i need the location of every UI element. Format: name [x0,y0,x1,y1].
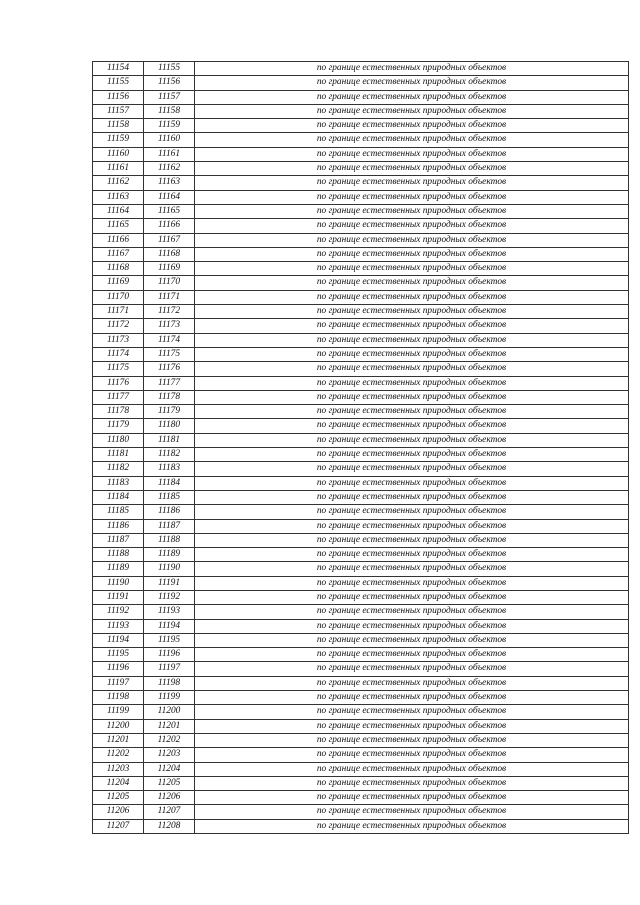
boundary-description-cell: по границе естественных природных объектов [195,133,629,147]
point-to-cell: 11155 [144,62,195,76]
point-from-cell: 11161 [93,162,144,176]
table-row [93,733,629,747]
point-to-cell: 11195 [144,633,195,647]
boundary-description-cell: по границе естественных природных объектов [195,347,629,361]
point-to-cell: 11184 [144,476,195,490]
table-row [93,347,629,361]
boundary-description-cell: по границе естественных природных объектов [195,262,629,276]
point-from-cell: 11187 [93,533,144,547]
table-row [93,233,629,247]
boundary-description-cell: по границе естественных природных объектов [195,247,629,261]
point-to-cell: 11180 [144,419,195,433]
point-to-cell: 11166 [144,219,195,233]
table-row [93,305,629,319]
table-row [93,362,629,376]
table-row [93,719,629,733]
boundary-description-cell: по границе естественных природных объектов [195,276,629,290]
point-to-cell: 11177 [144,376,195,390]
table-row [93,519,629,533]
boundary-description-cell: по границе естественных природных объектов [195,376,629,390]
point-to-cell: 11208 [144,819,195,833]
boundary-description-cell: по границе естественных природных объектов [195,362,629,376]
table-row [93,633,629,647]
point-from-cell: 11188 [93,548,144,562]
boundary-description-cell: по границе естественных природных объектов [195,476,629,490]
boundary-description-cell: по границе естественных природных объектов [195,219,629,233]
point-to-cell: 11162 [144,162,195,176]
point-from-cell: 11172 [93,319,144,333]
boundary-description-cell: по границе естественных природных объектов [195,104,629,118]
point-from-cell: 11205 [93,791,144,805]
boundary-description-cell: по границе естественных природных объектов [195,662,629,676]
boundary-description-cell: по границе естественных природных объектов [195,162,629,176]
point-from-cell: 11174 [93,347,144,361]
point-from-cell: 11196 [93,662,144,676]
point-from-cell: 11157 [93,104,144,118]
point-from-cell: 11194 [93,633,144,647]
point-from-cell: 11200 [93,719,144,733]
table-row [93,90,629,104]
table-row [93,819,629,833]
point-from-cell: 11170 [93,290,144,304]
boundary-description-cell: по границе естественных природных объектов [195,119,629,133]
point-to-cell: 11167 [144,233,195,247]
point-to-cell: 11182 [144,448,195,462]
boundary-description-cell: по границе естественных природных объектов [195,333,629,347]
point-from-cell: 11195 [93,648,144,662]
point-to-cell: 11171 [144,290,195,304]
point-to-cell: 11181 [144,433,195,447]
point-from-cell: 11171 [93,305,144,319]
point-from-cell: 11164 [93,204,144,218]
point-to-cell: 11163 [144,176,195,190]
table-row [93,676,629,690]
point-to-cell: 11160 [144,133,195,147]
boundary-description-cell: по границе естественных природных объектов [195,76,629,90]
point-from-cell: 11206 [93,805,144,819]
point-to-cell: 11156 [144,76,195,90]
point-from-cell: 11154 [93,62,144,76]
table-row [93,76,629,90]
table-row [93,133,629,147]
point-from-cell: 11175 [93,362,144,376]
table-row [93,576,629,590]
table-row [93,590,629,604]
boundary-description-cell: по границе естественных природных объектов [195,748,629,762]
point-to-cell: 11178 [144,390,195,404]
table-row [93,319,629,333]
point-from-cell: 11189 [93,562,144,576]
boundary-description-cell: по границе естественных природных объектов [195,204,629,218]
table-row [93,119,629,133]
boundary-description-cell: по границе естественных природных объектов [195,305,629,319]
point-from-cell: 11182 [93,462,144,476]
point-to-cell: 11186 [144,505,195,519]
point-to-cell: 11194 [144,619,195,633]
table-row [93,762,629,776]
point-to-cell: 11161 [144,147,195,161]
table-row [93,176,629,190]
point-from-cell: 11179 [93,419,144,433]
boundary-description-cell: по границе естественных природных объектов [195,448,629,462]
point-to-cell: 11206 [144,791,195,805]
point-to-cell: 11202 [144,733,195,747]
point-to-cell: 11183 [144,462,195,476]
table-row [93,791,629,805]
point-to-cell: 11158 [144,104,195,118]
boundary-description-cell: по границе естественных природных объектов [195,705,629,719]
point-to-cell: 11190 [144,562,195,576]
point-to-cell: 11201 [144,719,195,733]
point-to-cell: 11164 [144,190,195,204]
point-to-cell: 11187 [144,519,195,533]
point-from-cell: 11158 [93,119,144,133]
boundary-description-cell: по границе естественных природных объектов [195,719,629,733]
point-to-cell: 11199 [144,691,195,705]
boundary-description-cell: по границе естественных природных объектов [195,691,629,705]
boundary-description-cell: по границе естественных природных объектов [195,605,629,619]
point-to-cell: 11200 [144,705,195,719]
table-row [93,62,629,76]
point-to-cell: 11198 [144,676,195,690]
point-to-cell: 11192 [144,590,195,604]
boundary-description-cell: по границе естественных природных объектов [195,633,629,647]
table-row [93,691,629,705]
boundary-description-cell: по границе естественных природных объектов [195,576,629,590]
boundary-description-cell: по границе естественных природных объектов [195,762,629,776]
table-row [93,533,629,547]
table-row [93,648,629,662]
point-from-cell: 11155 [93,76,144,90]
boundary-table-body [93,62,629,834]
boundary-description-cell: по границе естественных природных объектов [195,462,629,476]
point-to-cell: 11191 [144,576,195,590]
boundary-description-cell: по границе естественных природных объектов [195,62,629,76]
point-from-cell: 11203 [93,762,144,776]
point-from-cell: 11204 [93,776,144,790]
boundary-description-cell: по границе естественных природных объектов [195,776,629,790]
table-row [93,104,629,118]
table-row [93,276,629,290]
point-to-cell: 11207 [144,805,195,819]
point-to-cell: 11159 [144,119,195,133]
boundary-description-cell: по границе естественных природных объектов [195,805,629,819]
boundary-description-cell: по границе естественных природных объектов [195,791,629,805]
table-row [93,262,629,276]
boundary-description-cell: по границе естественных природных объектов [195,505,629,519]
boundary-description-cell: по границе естественных природных объектов [195,290,629,304]
boundary-description-cell: по границе естественных природных объектов [195,490,629,504]
point-to-cell: 11170 [144,276,195,290]
boundary-description-cell: по границе естественных природных объектов [195,405,629,419]
boundary-description-cell: по границе естественных природных объектов [195,619,629,633]
point-from-cell: 11167 [93,247,144,261]
point-from-cell: 11160 [93,147,144,161]
table-row [93,505,629,519]
point-to-cell: 11165 [144,204,195,218]
point-from-cell: 11190 [93,576,144,590]
boundary-description-cell: по границе естественных природных объектов [195,419,629,433]
boundary-description-cell: по границе естественных природных объектов [195,590,629,604]
table-row [93,290,629,304]
point-to-cell: 11173 [144,319,195,333]
table-row [93,405,629,419]
point-from-cell: 11163 [93,190,144,204]
point-from-cell: 11177 [93,390,144,404]
point-to-cell: 11203 [144,748,195,762]
point-to-cell: 11175 [144,347,195,361]
point-from-cell: 11176 [93,376,144,390]
point-from-cell: 11201 [93,733,144,747]
boundary-description-cell: по границе естественных природных объектов [195,548,629,562]
boundary-description-cell: по границе естественных природных объектов [195,319,629,333]
point-from-cell: 11166 [93,233,144,247]
table-row [93,376,629,390]
boundary-description-cell: по границе естественных природных объектов [195,176,629,190]
table-row [93,562,629,576]
boundary-description-cell: по границе естественных природных объектов [195,90,629,104]
table-row [93,805,629,819]
table-row [93,390,629,404]
boundary-description-cell: по границе естественных природных объектов [195,147,629,161]
table-row [93,748,629,762]
point-from-cell: 11197 [93,676,144,690]
table-row [93,662,629,676]
point-from-cell: 11186 [93,519,144,533]
boundary-description-cell: по границе естественных природных объектов [195,733,629,747]
point-to-cell: 11168 [144,247,195,261]
boundary-description-cell: по границе естественных природных объектов [195,390,629,404]
point-to-cell: 11179 [144,405,195,419]
point-from-cell: 11156 [93,90,144,104]
point-to-cell: 11196 [144,648,195,662]
table-row [93,619,629,633]
boundary-description-cell: по границе естественных природных объектов [195,519,629,533]
point-from-cell: 11183 [93,476,144,490]
table-row [93,219,629,233]
point-to-cell: 11185 [144,490,195,504]
point-from-cell: 11165 [93,219,144,233]
point-from-cell: 11202 [93,748,144,762]
boundary-description-cell: по границе естественных природных объектов [195,190,629,204]
table-row [93,776,629,790]
table-row [93,162,629,176]
point-from-cell: 11168 [93,262,144,276]
boundary-description-cell: по границе естественных природных объектов [195,533,629,547]
table-row [93,190,629,204]
point-to-cell: 11193 [144,605,195,619]
boundary-table [92,61,629,834]
table-row [93,247,629,261]
table-row [93,433,629,447]
point-from-cell: 11173 [93,333,144,347]
point-to-cell: 11188 [144,533,195,547]
point-from-cell: 11199 [93,705,144,719]
point-to-cell: 11174 [144,333,195,347]
point-from-cell: 11178 [93,405,144,419]
point-from-cell: 11192 [93,605,144,619]
point-to-cell: 11189 [144,548,195,562]
table-row [93,419,629,433]
point-from-cell: 11184 [93,490,144,504]
table-row [93,548,629,562]
table-row [93,476,629,490]
table-row [93,448,629,462]
point-from-cell: 11198 [93,691,144,705]
table-row [93,462,629,476]
point-from-cell: 11169 [93,276,144,290]
boundary-description-cell: по границе естественных природных объектов [195,233,629,247]
boundary-description-cell: по границе естественных природных объектов [195,819,629,833]
point-to-cell: 11157 [144,90,195,104]
table-row [93,147,629,161]
point-from-cell: 11159 [93,133,144,147]
table-row [93,333,629,347]
point-to-cell: 11172 [144,305,195,319]
point-to-cell: 11169 [144,262,195,276]
table-row [93,204,629,218]
boundary-description-cell: по границе естественных природных объектов [195,562,629,576]
point-to-cell: 11205 [144,776,195,790]
point-to-cell: 11176 [144,362,195,376]
point-from-cell: 11185 [93,505,144,519]
table-row [93,490,629,504]
point-from-cell: 11180 [93,433,144,447]
point-from-cell: 11162 [93,176,144,190]
table-row [93,605,629,619]
point-from-cell: 11193 [93,619,144,633]
table-row [93,705,629,719]
boundary-description-cell: по границе естественных природных объектов [195,648,629,662]
boundary-description-cell: по границе естественных природных объектов [195,676,629,690]
point-from-cell: 11181 [93,448,144,462]
point-to-cell: 11197 [144,662,195,676]
point-to-cell: 11204 [144,762,195,776]
point-from-cell: 11207 [93,819,144,833]
point-from-cell: 11191 [93,590,144,604]
boundary-description-cell: по границе естественных природных объектов [195,433,629,447]
